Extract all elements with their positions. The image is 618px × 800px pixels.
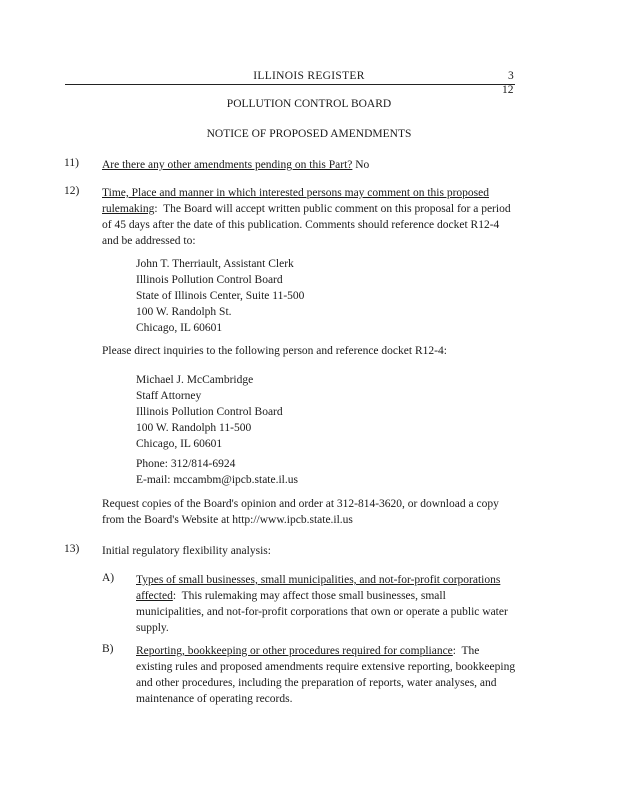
item-11-question: Are there any other amendments pending on this Part? [102, 159, 353, 171]
copies-line1: Request copies of the Board's opinion and order at 312-814-3620, or download a copy [102, 498, 499, 510]
item-11-answer: No [352, 159, 370, 171]
item-13b-line3: and other procedures, including the preparation of reports, water analyses, and [136, 677, 497, 689]
item-13a-title-line2: affected [136, 590, 173, 602]
item-12-number: 12) [64, 185, 80, 197]
item-12-paragraph [102, 185, 520, 249]
address-line: Illinois Pollution Control Board [136, 406, 283, 418]
email-line: E-mail: mccambm@ipcb.state.il.us [136, 474, 298, 486]
page-number: 3 [508, 70, 514, 82]
contact-block [136, 456, 298, 488]
header-rule [65, 84, 515, 85]
item-12-body-line2: of 45 days after the date of this publication. Comments should reference docket R12-4 [102, 219, 500, 231]
item-12-body-line3: and be addressed to: [102, 235, 196, 247]
item-13-number: 13) [64, 543, 80, 555]
issue-number: 12 [502, 84, 514, 96]
item-13b-title: Reporting, bookkeeping or other procedures required for compliance [136, 645, 453, 657]
item-13b-paragraph [136, 643, 520, 707]
item-11-text [102, 157, 520, 173]
item-13a-rest-line1: : This rulemaking may affect those small businesses, small [172, 590, 446, 602]
address-line: Michael J. McCambridge [136, 374, 254, 386]
item-13a-paragraph [136, 572, 520, 636]
address-line: Chicago, IL 60601 [136, 438, 223, 450]
item-12-heading-line2: rulemaking [102, 203, 155, 215]
item-11-number: 11) [64, 157, 79, 169]
copies-line2: from the Board's Website at http://www.ipcb.state.il.us [102, 514, 353, 526]
address-line: Chicago, IL 60601 [136, 322, 223, 334]
item-13a-title-line1: Types of small businesses, small municipalities, and not-for-profit corporations [136, 574, 501, 586]
item-13b-label: B) [102, 643, 114, 655]
item-12-body-line1: The Board will accept written public comment on this proposal for a period [157, 203, 511, 215]
inquiries-text: Please direct inquiries to the following person and reference docket R12-4: [102, 345, 447, 357]
address-line: State of Illinois Center, Suite 11-500 [136, 290, 305, 302]
item-13a-line2: municipalities, and not-for-profit corporations that own or operate a public water [136, 606, 508, 618]
item-13a-line3: supply. [136, 622, 169, 634]
item-12-heading-line1: Time, Place and manner in which interested persons may comment on this proposed [102, 187, 489, 199]
register-title: ILLINOIS REGISTER [253, 70, 365, 82]
address-line: Illinois Pollution Control Board [136, 274, 283, 286]
item-12-colon: : [154, 203, 158, 215]
address-line: 100 W. Randolph St. [136, 306, 232, 318]
address-line: Staff Attorney [136, 390, 202, 402]
attorney-address-block [136, 372, 283, 452]
item-13b-line4: maintenance of operating records. [136, 693, 293, 705]
agency-title: POLLUTION CONTROL BOARD [226, 98, 392, 110]
phone-line: Phone: 312/814-6924 [136, 458, 236, 470]
address-line: John T. Therriault, Assistant Clerk [136, 258, 294, 270]
item-13b-title-rest: : The [452, 645, 480, 657]
clerk-address-block [136, 256, 304, 336]
item-13b-line2: existing rules and proposed amendments require extensive reporting, bookkeeping [136, 661, 516, 673]
notice-title: NOTICE OF PROPOSED AMENDMENTS [206, 128, 412, 140]
copies-paragraph [102, 496, 520, 528]
address-line: 100 W. Randolph 11-500 [136, 422, 252, 434]
item-13a-label: A) [102, 572, 115, 584]
item-13-heading: Initial regulatory flexibility analysis: [102, 545, 271, 557]
